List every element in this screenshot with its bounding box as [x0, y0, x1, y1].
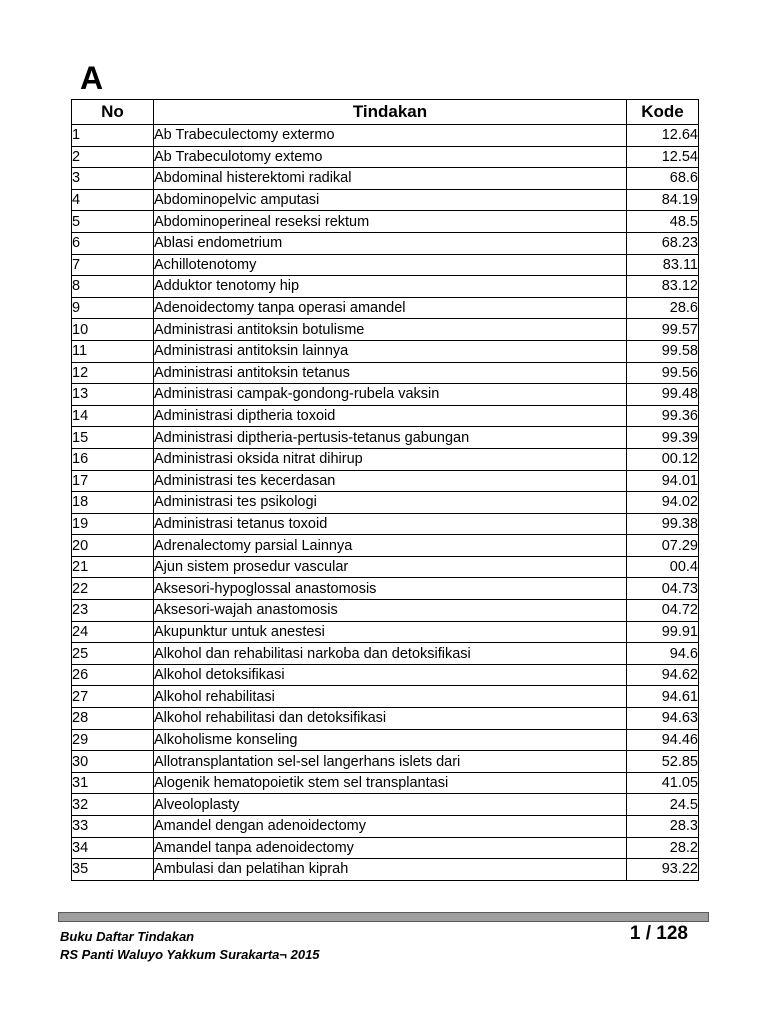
header-tindakan: Tindakan [154, 100, 627, 125]
table-body [72, 125, 699, 881]
row-tindakan: Adduktor tenotomy hip [154, 276, 627, 298]
row-kode: 94.46 [627, 729, 699, 751]
row-kode: 94.02 [627, 492, 699, 514]
table-row [72, 859, 699, 881]
row-number: 31 [72, 772, 154, 794]
row-number: 22 [72, 578, 154, 600]
table-row [72, 125, 699, 147]
row-number: 8 [72, 276, 154, 298]
row-kode: 28.3 [627, 816, 699, 838]
row-number: 30 [72, 751, 154, 773]
table-row [72, 837, 699, 859]
row-kode: 99.91 [627, 621, 699, 643]
row-tindakan: Abdominopelvic amputasi [154, 189, 627, 211]
row-tindakan: Allotransplantation sel-sel langerhans islets dari [154, 751, 627, 773]
row-kode: 04.73 [627, 578, 699, 600]
table-row [72, 232, 699, 254]
row-kode: 48.5 [627, 211, 699, 233]
row-number: 12 [72, 362, 154, 384]
row-tindakan: Alveoloplasty [154, 794, 627, 816]
row-tindakan: Alkoholisme konseling [154, 729, 627, 751]
row-kode: 99.57 [627, 319, 699, 341]
row-number: 20 [72, 535, 154, 557]
row-kode: 07.29 [627, 535, 699, 557]
row-number: 34 [72, 837, 154, 859]
table-row [72, 643, 699, 665]
table-row [72, 686, 699, 708]
row-number: 17 [72, 470, 154, 492]
row-tindakan: Ablasi endometrium [154, 232, 627, 254]
row-tindakan: Alkohol detoksifikasi [154, 664, 627, 686]
row-number: 23 [72, 600, 154, 622]
table-row [72, 146, 699, 168]
row-kode: 93.22 [627, 859, 699, 881]
procedure-table [71, 99, 699, 881]
row-number: 27 [72, 686, 154, 708]
table-row [72, 340, 699, 362]
row-number: 1 [72, 125, 154, 147]
row-tindakan: Adenoidectomy tanpa operasi amandel [154, 297, 627, 319]
table-row [72, 621, 699, 643]
row-kode: 84.19 [627, 189, 699, 211]
table-row [72, 751, 699, 773]
row-number: 32 [72, 794, 154, 816]
row-tindakan: Adrenalectomy parsial Lainnya [154, 535, 627, 557]
row-number: 28 [72, 708, 154, 730]
table-row [72, 448, 699, 470]
row-tindakan: Administrasi tetanus toxoid [154, 513, 627, 535]
row-kode: 94.6 [627, 643, 699, 665]
table-row [72, 470, 699, 492]
row-tindakan: Aksesori-wajah anastomosis [154, 600, 627, 622]
table-row [72, 168, 699, 190]
row-tindakan: Alogenik hematopoietik stem sel transplantasi [154, 772, 627, 794]
row-number: 33 [72, 816, 154, 838]
row-kode: 68.23 [627, 232, 699, 254]
row-number: 35 [72, 859, 154, 881]
row-tindakan: Administrasi campak-gondong-rubela vaksin [154, 384, 627, 406]
row-number: 15 [72, 427, 154, 449]
table-row [72, 297, 699, 319]
row-kode: 00.4 [627, 556, 699, 578]
row-number: 24 [72, 621, 154, 643]
row-number: 26 [72, 664, 154, 686]
table-row [72, 319, 699, 341]
row-kode: 28.2 [627, 837, 699, 859]
row-tindakan: Ab Trabeculectomy extermo [154, 125, 627, 147]
table-row [72, 362, 699, 384]
table-header-row [72, 100, 699, 125]
table-row [72, 211, 699, 233]
header-no: No [72, 100, 154, 125]
row-tindakan: Administrasi tes psikologi [154, 492, 627, 514]
row-tindakan: Administrasi diptheria-pertusis-tetanus gabungan [154, 427, 627, 449]
row-number: 3 [72, 168, 154, 190]
row-number: 16 [72, 448, 154, 470]
row-kode: 99.48 [627, 384, 699, 406]
table-row [72, 708, 699, 730]
row-tindakan: Amandel tanpa adenoidectomy [154, 837, 627, 859]
row-number: 6 [72, 232, 154, 254]
row-number: 10 [72, 319, 154, 341]
footer-divider-bar [58, 912, 709, 922]
row-kode: 83.12 [627, 276, 699, 298]
table-row [72, 513, 699, 535]
row-number: 9 [72, 297, 154, 319]
row-kode: 83.11 [627, 254, 699, 276]
row-kode: 99.58 [627, 340, 699, 362]
row-tindakan: Administrasi tes kecerdasan [154, 470, 627, 492]
page-number: 1 / 128 [629, 923, 688, 944]
row-tindakan: Achillotenotomy [154, 254, 627, 276]
row-tindakan: Alkohol dan rehabilitasi narkoba dan detoksifikasi [154, 643, 627, 665]
row-tindakan: Administrasi antitoksin botulisme [154, 319, 627, 341]
row-kode: 52.85 [627, 751, 699, 773]
row-kode: 99.38 [627, 513, 699, 535]
row-kode: 99.56 [627, 362, 699, 384]
footer-book-title: Buku Daftar Tindakan [60, 929, 195, 944]
row-tindakan: Alkohol rehabilitasi [154, 686, 627, 708]
row-number: 18 [72, 492, 154, 514]
table-row [72, 535, 699, 557]
row-tindakan: Administrasi diptheria toxoid [154, 405, 627, 427]
row-kode: 68.6 [627, 168, 699, 190]
row-number: 21 [72, 556, 154, 578]
row-kode: 41.05 [627, 772, 699, 794]
row-kode: 94.62 [627, 664, 699, 686]
table-row [72, 794, 699, 816]
row-number: 19 [72, 513, 154, 535]
footer-organization: RS Panti Waluyo Yakkum Surakarta¬ 2015 [60, 947, 320, 962]
table-row [72, 729, 699, 751]
table-row [72, 664, 699, 686]
table-row [72, 816, 699, 838]
row-tindakan: Ajun sistem prosedur vascular [154, 556, 627, 578]
row-tindakan: Abdominoperineal reseksi rektum [154, 211, 627, 233]
table-row [72, 384, 699, 406]
row-number: 29 [72, 729, 154, 751]
row-kode: 99.39 [627, 427, 699, 449]
row-kode: 94.61 [627, 686, 699, 708]
table-row [72, 578, 699, 600]
section-letter: A [80, 60, 104, 96]
row-tindakan: Aksesori-hypoglossal anastomosis [154, 578, 627, 600]
row-number: 13 [72, 384, 154, 406]
table-row [72, 600, 699, 622]
row-tindakan: Abdominal histerektomi radikal [154, 168, 627, 190]
table-row [72, 492, 699, 514]
row-number: 2 [72, 146, 154, 168]
table-row [72, 276, 699, 298]
row-number: 5 [72, 211, 154, 233]
row-tindakan: Alkohol rehabilitasi dan detoksifikasi [154, 708, 627, 730]
row-kode: 04.72 [627, 600, 699, 622]
row-kode: 99.36 [627, 405, 699, 427]
row-tindakan: Ambulasi dan pelatihan kiprah [154, 859, 627, 881]
row-kode: 12.54 [627, 146, 699, 168]
row-number: 11 [72, 340, 154, 362]
row-number: 14 [72, 405, 154, 427]
row-kode: 94.63 [627, 708, 699, 730]
row-kode: 00.12 [627, 448, 699, 470]
table-row [72, 405, 699, 427]
table-row [72, 772, 699, 794]
row-tindakan: Ab Trabeculotomy extemo [154, 146, 627, 168]
row-number: 25 [72, 643, 154, 665]
row-number: 7 [72, 254, 154, 276]
header-kode: Kode [627, 100, 699, 125]
row-number: 4 [72, 189, 154, 211]
row-kode: 28.6 [627, 297, 699, 319]
row-tindakan: Administrasi oksida nitrat dihirup [154, 448, 627, 470]
row-kode: 12.64 [627, 125, 699, 147]
table-row [72, 556, 699, 578]
table-row [72, 254, 699, 276]
row-kode: 24.5 [627, 794, 699, 816]
row-tindakan: Administrasi antitoksin tetanus [154, 362, 627, 384]
row-tindakan: Akupunktur untuk anestesi [154, 621, 627, 643]
row-tindakan: Amandel dengan adenoidectomy [154, 816, 627, 838]
row-tindakan: Administrasi antitoksin lainnya [154, 340, 627, 362]
table-row [72, 427, 699, 449]
row-kode: 94.01 [627, 470, 699, 492]
table-row [72, 189, 699, 211]
